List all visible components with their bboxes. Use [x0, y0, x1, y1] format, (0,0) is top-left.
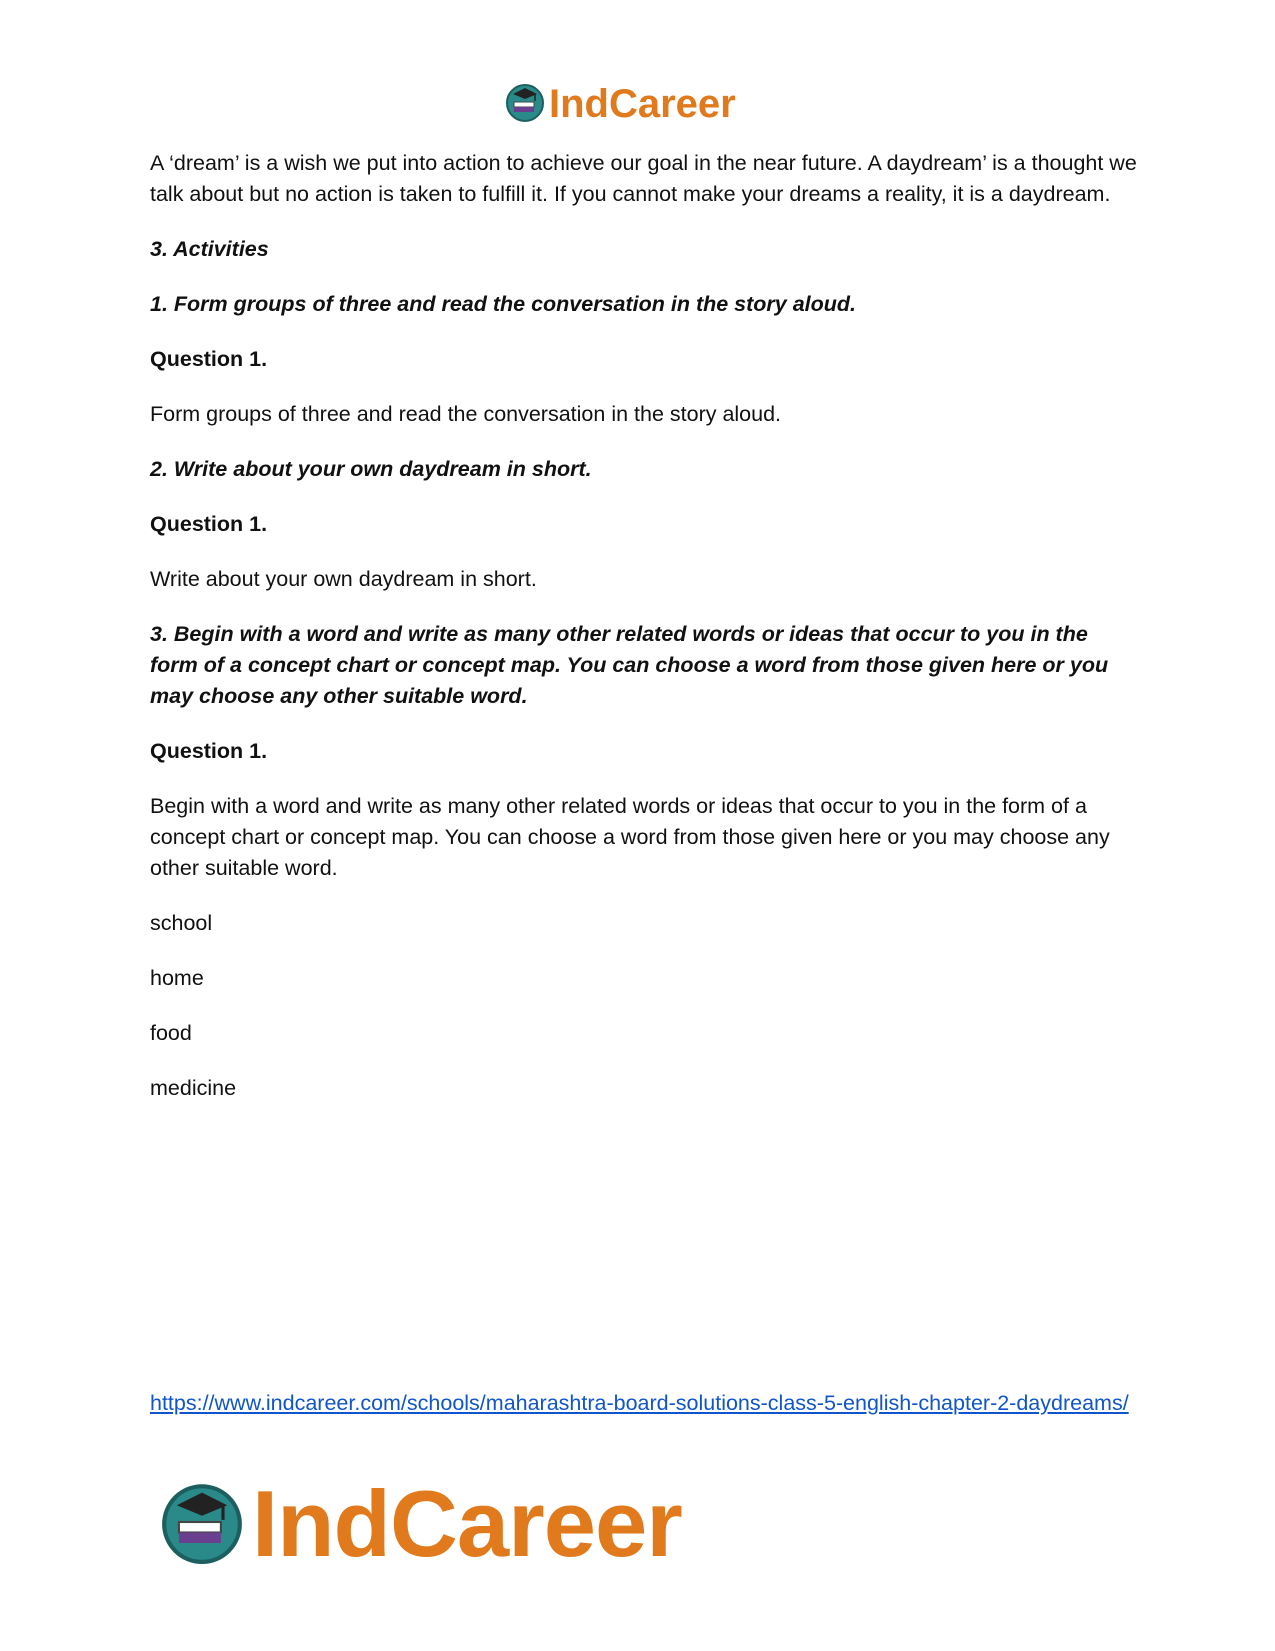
source-url-link[interactable]: https://www.indcareer.com/schools/maharashtra-board-solutions-class-5-english-chapter-2-daydreams/ — [150, 1391, 1129, 1415]
header-logo — [505, 82, 736, 127]
section-title: 3. Activities — [150, 237, 269, 261]
question-label: Question 1. — [150, 512, 268, 536]
logo-wordmark: IndCareer — [549, 82, 736, 126]
answer-text: Begin with a word and write as many other related words or ideas that occur to you in the form of a concept chart or concept map. You can choose a word from those given here or you may choose any other suitable word. — [150, 794, 1110, 880]
globe-book-icon — [505, 82, 545, 127]
question-label: Question 1. — [150, 347, 268, 371]
document-body — [150, 148, 1140, 1128]
footer-link-block — [150, 1385, 1140, 1421]
word-item: food — [150, 1021, 192, 1045]
globe-book-icon — [160, 1480, 244, 1569]
logo-wordmark: IndCareer — [252, 1471, 682, 1576]
question-label: Question 1. — [150, 739, 268, 763]
word-item: school — [150, 911, 213, 935]
answer-text: Write about your own daydream in short. — [150, 567, 537, 591]
activity-heading: 3. Begin with a word and write as many other related words or ideas that occur to you in the form of a concept chart or concept map. You can choose a word from those given here or you may choose any other suitable word. — [150, 622, 1109, 708]
intro-paragraph: A ‘dream’ is a wish we put into action to achieve our goal in the near future. A daydream’ is a thought we talk about but no action is taken to fulfill it. If you cannot make your dreams a reality, it is a daydream. — [150, 151, 1137, 206]
activity-heading: 1. Form groups of three and read the conversation in the story aloud. — [150, 292, 857, 316]
answer-text: Form groups of three and read the conversation in the story aloud. — [150, 402, 782, 426]
activity-heading: 2. Write about your own daydream in short. — [150, 457, 592, 481]
word-item: home — [150, 966, 204, 990]
word-item: medicine — [150, 1076, 237, 1100]
footer-logo — [160, 1470, 682, 1578]
